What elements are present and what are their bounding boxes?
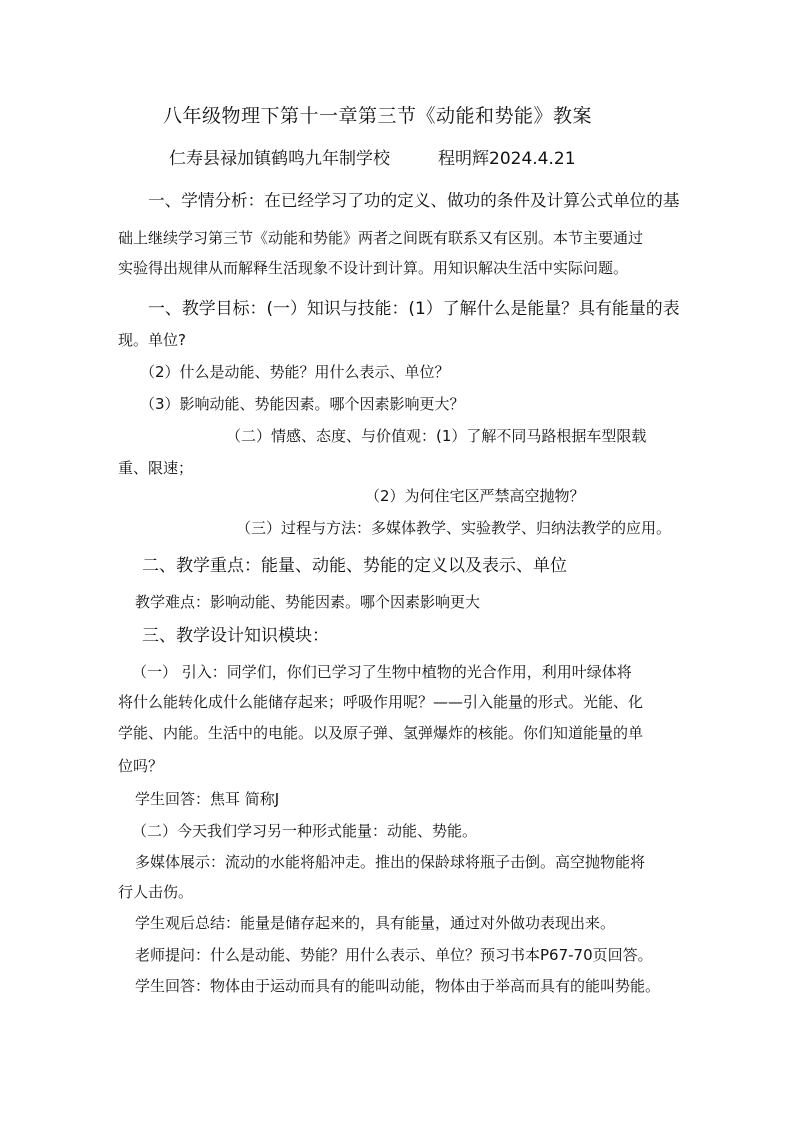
body-line: （2）什么是动能、势能？用什么表示、单位？ [140, 363, 450, 381]
body-line: 将什么能转化成什么能储存起来；呼吸作用呢？——引入能量的形式。光能、化 [118, 693, 644, 711]
body-line: （二）情感、态度、与价值观：(1）了解不同马路根据车型限载 [226, 427, 647, 445]
body-line: 学生回答：物体由于运动而具有的能叫动能，物体由于举高而具有的能叫势能。 [135, 977, 661, 995]
body-line: 一、教学目标：(一）知识与技能：(1）了解什么是能量？具有能量的表 [148, 298, 680, 318]
body-line: 础上继续学习第三节《动能和势能》两者之间既有联系又有区别。本节主要通过 [118, 229, 644, 247]
body-line: （3）影响动能、势能因素。哪个因素影响更大？ [140, 395, 465, 413]
body-line: 学能、内能。生活中的电能。以及原子弹、氢弹爆炸的核能。你们知道能量的单 [118, 724, 644, 742]
body-line: 多媒体展示：流动的水能将船冲走。推出的保龄球将瓶子击倒。高空抛物能将 [135, 853, 646, 871]
body-line: 行人击伤。 [118, 883, 194, 901]
body-line: 三、教学设计知识模块： [142, 626, 329, 646]
body-line: （三）过程与方法：多媒体教学、实验教学、归纳法教学的应用。 [236, 519, 672, 537]
body-line: 学生回答：焦耳 简称J [135, 790, 280, 808]
body-line: （2）为何住宅区严禁高空抛物？ [365, 487, 585, 505]
body-line: 重、限速； [118, 459, 194, 477]
body-line: 教学难点：影响动能、势能因素。哪个因素影响更大 [135, 593, 481, 611]
school-name: 仁寿县禄加镇鹤鸣九年制学校 [169, 149, 390, 169]
body-line: 老师提问：什么是动能、势能？用什么表示、单位？预习书本P67-70页回答。 [135, 946, 653, 964]
document-byline [169, 148, 576, 170]
body-line: 位吗？ [118, 757, 164, 775]
body-line: （一） 引入：同学们，你们已学习了生物中植物的光合作用，利用叶绿体将 [132, 663, 632, 681]
document-title: 八年级物理下第十一章第三节《动能和势能》教案 [163, 105, 593, 127]
body-line: 二、教学重点：能量、动能、势能的定义以及表示、单位 [142, 556, 567, 576]
body-line: （二）今天我们学习另一种形式能量：动能、势能。 [132, 822, 478, 840]
body-line: 实验得出规律从而解释生活现象不设计到计算。用知识解决生活中实际问题。 [118, 259, 629, 277]
author-date: 程明辉2024.4.21 [438, 149, 576, 169]
body-line: 一、学情分析：在已经学习了功的定义、做功的条件及计算公式单位的基 [148, 191, 680, 210]
body-line: 学生观后总结：能量是储存起来的，具有能量，通过对外做功表现出来。 [135, 914, 616, 932]
body-line: 现。单位? [118, 331, 186, 349]
